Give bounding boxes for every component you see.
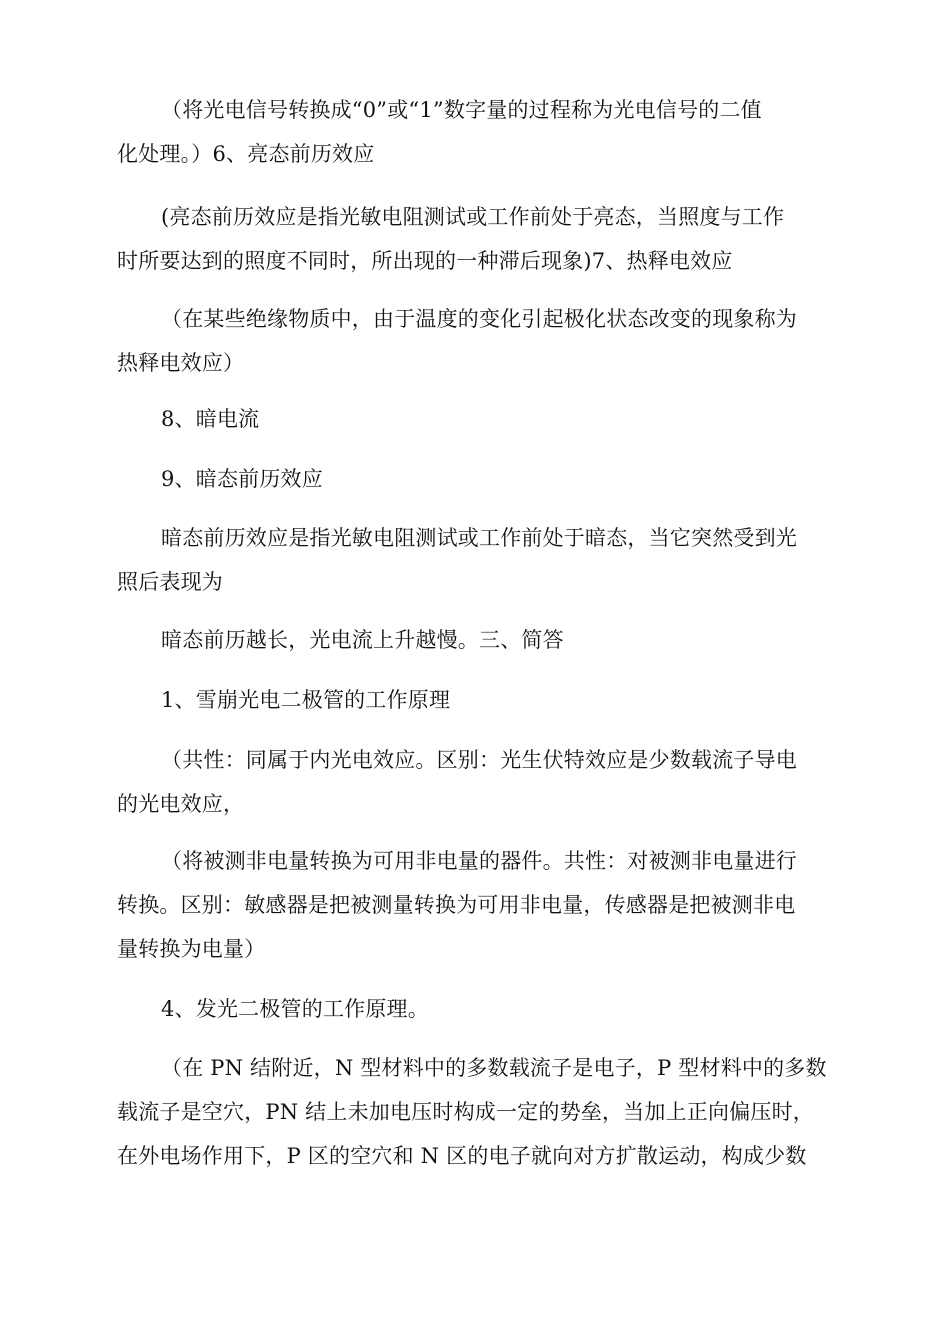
- text-line: （共性：同属于内光电效应。区别：光生伏特效应是少数载流子导电: [161, 748, 797, 772]
- paragraph-sensor: [117, 839, 833, 971]
- text-line: （将被测非电量转换为可用非电量的器件。共性：对被测非电量进行: [161, 849, 797, 873]
- paragraph-binarization: [117, 88, 833, 176]
- text-line: 在外电场作用下，P 区的空穴和 N 区的电子就向对方扩散运动，构成少数: [117, 1144, 807, 1168]
- paragraph-commonality: [117, 738, 833, 826]
- paragraph-pyroelectric: [117, 297, 833, 385]
- paragraph-bright-state-history: [117, 195, 833, 283]
- text-line: 8、暗电流: [161, 407, 260, 431]
- heading-led-principle: [117, 987, 833, 1031]
- text-line: 的光电效应，: [117, 792, 245, 816]
- text-line: (亮态前历效应是指光敏电阻测试或工作前处于亮态，当照度与工作: [161, 205, 785, 229]
- text-line: 量转换为电量）: [117, 937, 266, 961]
- text-line: 照后表现为: [117, 570, 223, 594]
- text-line: 转换。区别：敏感器是把被测量转换为可用非电量，传感器是把被测非电: [117, 893, 796, 917]
- text-line: 化处理。）6、亮态前历效应: [117, 142, 375, 166]
- paragraph-photocurrent: [117, 618, 833, 662]
- text-line: （在 PN 结附近，N 型材料中的多数载流子是电子，P 型材料中的多数: [161, 1056, 827, 1080]
- paragraph-pn-junction: [117, 1046, 833, 1178]
- heading-dark-current: [117, 397, 833, 441]
- text-line: 9、暗态前历效应: [161, 467, 323, 491]
- text-line: 1、雪崩光电二极管的工作原理: [161, 688, 451, 712]
- heading-avalanche-photodiode: [117, 678, 833, 722]
- text-line: （在某些绝缘物质中，由于温度的变化引起极化状态改变的现象称为: [161, 307, 797, 331]
- text-line: 暗态前历效应是指光敏电阻测试或工作前处于暗态，当它突然受到光: [161, 526, 797, 550]
- text-line: 时所要达到的照度不同时，所出现的一种滞后现象)7、热释电效应: [117, 249, 733, 273]
- text-line: 暗态前历越长，光电流上升越慢。三、简答: [161, 628, 564, 652]
- heading-dark-state-history: [117, 457, 833, 501]
- text-line: （将光电信号转换成“0”或“1”数字量的过程称为光电信号的二值: [161, 98, 762, 122]
- text-line: 载流子是空穴，PN 结上未加电压时构成一定的势垒，当加上正向偏压时，: [117, 1100, 814, 1124]
- paragraph-dark-state-history: [117, 516, 833, 604]
- text-line: 4、发光二极管的工作原理。: [161, 997, 429, 1021]
- text-line: 热释电效应）: [117, 351, 245, 375]
